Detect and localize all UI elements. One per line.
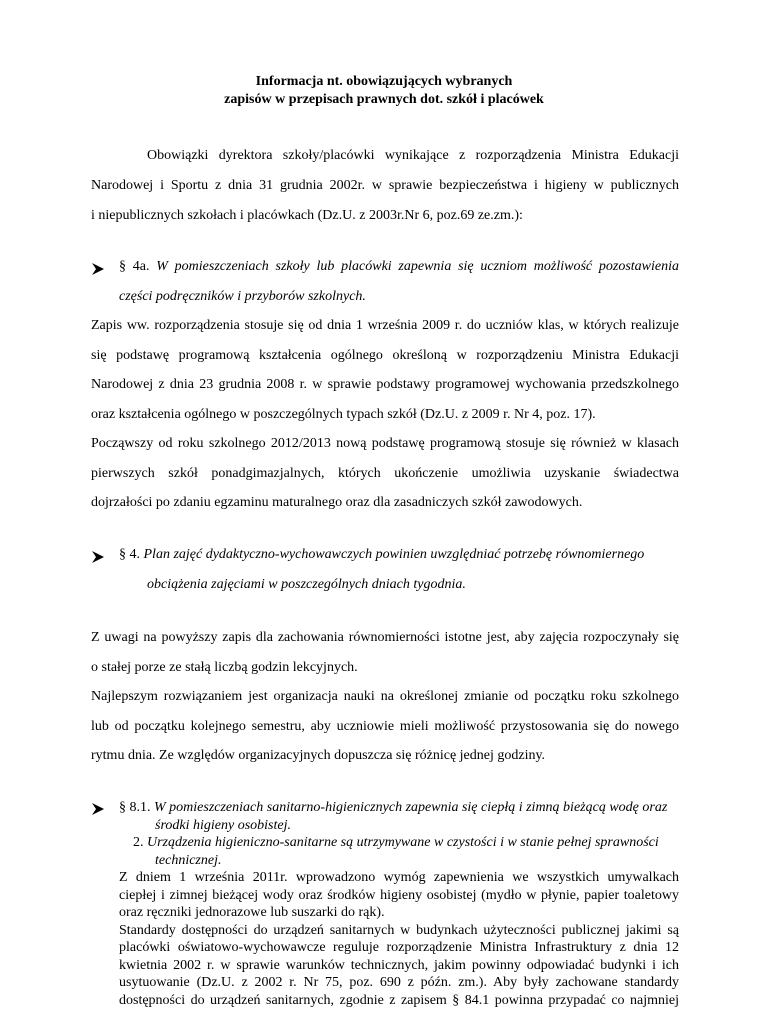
section-8-para-line-3: oraz ręczniki jednorazowe lub suszarki do rąk).	[119, 905, 385, 920]
section-8-para-line-2: ciepłej i zimnej bieżącej wody oraz środków higieny osobistej (mydło w płynie, papier toaletowy	[119, 887, 679, 903]
section-4-quote-text-2: obciążenia zajęciami w poszczególnych dniach tygodnia.	[147, 577, 466, 592]
section-8-1-quote-line-1	[119, 800, 667, 816]
section-4-para-line-4: lub od początku kolejnego semestru, aby uczniowie mieli możliwość przystosowania się do nowego	[91, 719, 679, 734]
section-4a-number: § 4a.	[119, 259, 150, 274]
section-8-2-quote-line-2	[155, 853, 221, 869]
section-4a-para-line-5: Począwszy od roku szkolnego 2012/2013 nową podstawę programową stosuje się również w klasach	[91, 436, 679, 451]
section-4a-para-line-7: dojrzałości po zdaniu egzaminu maturalnego oraz dla zasadniczych szkół zawodowych.	[91, 495, 583, 510]
arrow-bullet-icon	[91, 263, 105, 275]
section-8-para-line-1: Z dniem 1 września 2011r. wprowadzono wymóg zapewnienia we wszystkich umywalkach	[119, 870, 679, 885]
section-4a-para-line-3: Narodowej z dnia 23 grudnia 2008 r. w sprawie podstawy programowej wychowania przedszkolnego	[91, 377, 679, 392]
section-4a-quote-line-1	[119, 259, 679, 275]
section-8-2-number: 2.	[133, 835, 144, 850]
section-4-para-line-1: Z uwagi na powyższy zapis dla zachowania równomierności istotne jest, aby zajęcia rozpoczynały się	[91, 630, 679, 645]
section-4-number: § 4.	[119, 547, 140, 562]
arrow-bullet-icon	[91, 551, 105, 563]
intro-line-1: Obowiązki dyrektora szkoły/placówki wynikające z rozporządzenia Ministra Edukacji	[147, 148, 679, 163]
section-8-2-quote-text: Urządzenia higieniczno-sanitarne są utrzymywane w czystości i w stanie pełnej sprawności	[147, 835, 659, 850]
title-line-2: zapisów w przepisach prawnych dot. szkół i placówek	[224, 92, 544, 107]
section-8-para-line-8: dostępności do urządzeń sanitarnych, zgodnie z zapisem § 84.1 powinna przypadać co najmniej	[119, 992, 679, 1008]
section-4-quote-line-2	[147, 577, 466, 593]
section-4a-para-line-2: się podstawę programową kształcenia ogólnego określoną w rozporządzeniu Ministra Edukacji	[91, 348, 679, 363]
section-8-para-line-5: placówki oświatowo-wychowawcze reguluje rozporządzenie Ministra Infrastruktury z dnia 12	[119, 940, 679, 955]
section-8-para-line-4: Standardy dostępności do urządzeń sanitarnych w budynkach użyteczności publicznej jakimi są	[119, 922, 679, 938]
section-8-para-line-6: kwietnia 2002 r. w sprawie warunków technicznych, jakim powinny odpowiadać budynki i ich	[119, 957, 679, 973]
section-4a-para-line-1: Zapis ww. rozporządzenia stosuje się od dnia 1 września 2009 r. do uczniów klas, w których realizuje	[91, 318, 679, 333]
section-8-2-quote-text-2: technicznej.	[155, 852, 222, 868]
section-4a-quote-text-2: części podręczników i przyborów szkolnych.	[119, 289, 366, 304]
section-4a-para-line-6: pierwszych szkół ponadgimazjalnych, których ukończenie umożliwia uzyskanie świadectwa	[91, 466, 679, 481]
title-line-1: Informacja nt. obowiązujących wybranych	[255, 74, 513, 89]
section-4-quote-text: Plan zajęć dydaktyczno-wychowawczych powinien uwzględniać potrzebę równomiernego	[143, 547, 645, 562]
section-8-1-quote-line-2	[155, 818, 291, 834]
intro-line-3: i niepublicznych szkołach i placówkach (Dz.U. z 2003r.Nr 6, poz.69 ze.zm.):	[91, 208, 523, 223]
section-4-para-line-2: o stałej porze ze stałą liczbą godzin lekcyjnych.	[91, 660, 358, 675]
section-4-para-line-5: rytmu dnia. Ze względów organizacyjnych dopuszcza się różnicę jednej godziny.	[91, 748, 546, 763]
section-4-quote-line-1	[119, 547, 644, 563]
section-8-para-line-7: usytuowanie (Dz.U. z 2002 r. Nr 75, poz. 690 z późn. zm.). Aby były zachowane standardy	[119, 975, 679, 990]
section-8-1-number: § 8.1.	[119, 800, 151, 815]
section-4a-quote-line-2	[119, 289, 366, 305]
section-8-1-quote-text: W pomieszczeniach sanitarno-higienicznych zapewnia się ciepłą i zimną bieżącą wodę oraz	[154, 800, 668, 815]
section-8-2-quote-line-1	[133, 835, 659, 851]
section-4a-para-line-4: oraz kształcenia ogólnego w poszczególnych typach szkół (Dz.U. z 2009 r. Nr 4, poz. 17).	[91, 407, 596, 422]
section-4a-quote-text: W pomieszczeniach szkoły lub placówki zapewnia się uczniom możliwość pozostawienia	[156, 259, 680, 274]
section-8-1-quote-text-2: środki higieny osobistej.	[155, 817, 291, 833]
section-4-para-line-3: Najlepszym rozwiązaniem jest organizacja nauki na określonej zmianie od początku roku szkolnego	[91, 689, 679, 704]
intro-line-2: Narodowej i Sportu z dnia 31 grudnia 2002r. w sprawie bezpieczeństwa i higieny w publicznych	[91, 178, 679, 193]
arrow-bullet-icon	[91, 803, 105, 815]
